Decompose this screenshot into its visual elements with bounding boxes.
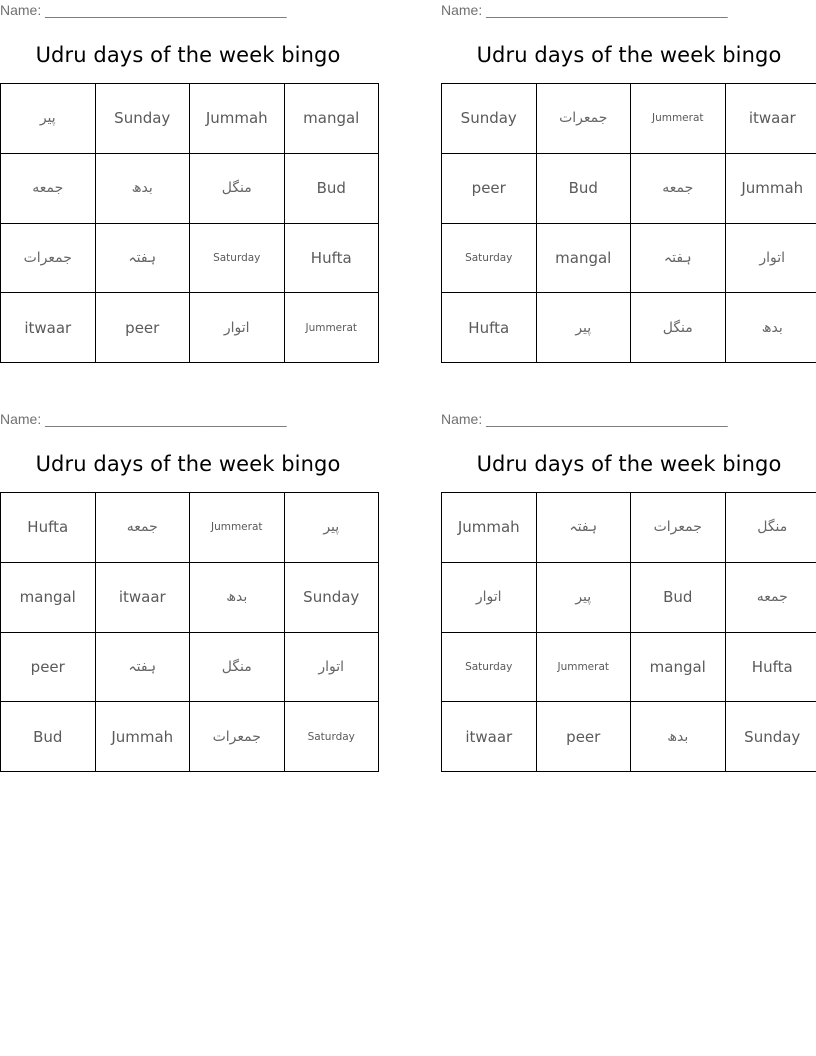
bingo-cell: itwaar <box>442 702 537 772</box>
bingo-cell: پیر <box>536 293 631 363</box>
bingo-cell: اتوار <box>725 223 816 293</box>
name-field-label: Name: _______________________________ <box>441 2 728 18</box>
bingo-cell: Sunday <box>95 84 190 154</box>
bingo-cell: Jummerat <box>284 293 379 363</box>
bingo-cell: itwaar <box>725 84 816 154</box>
bingo-cell: پیر <box>284 493 379 563</box>
card-title: Udru days of the week bingo <box>35 43 341 67</box>
bingo-cell: Jummah <box>190 84 285 154</box>
card-title: Udru days of the week bingo <box>35 452 341 476</box>
bingo-cell: peer <box>95 293 190 363</box>
bingo-cell: اتوار <box>190 293 285 363</box>
card-title: Udru days of the week bingo <box>476 452 782 476</box>
bingo-cell: جمعه <box>95 493 190 563</box>
bingo-card-bottom-right <box>441 409 816 789</box>
grid-row <box>442 562 816 632</box>
card-title: Udru days of the week bingo <box>476 43 782 67</box>
bingo-cell: ہفتہ <box>631 223 726 293</box>
bingo-cell: جمعرات <box>631 493 726 563</box>
bingo-cell: Hufta <box>725 632 816 702</box>
grid-row <box>442 632 816 702</box>
grid-row <box>1 223 379 293</box>
bingo-cell: itwaar <box>1 293 96 363</box>
name-field-label: Name: _______________________________ <box>0 411 287 427</box>
bingo-cell: Jummah <box>725 153 816 223</box>
bingo-cell: Saturday <box>190 223 285 293</box>
name-field-label: Name: _______________________________ <box>0 2 287 18</box>
grid-row <box>1 153 379 223</box>
bingo-cell: ہفتہ <box>95 632 190 702</box>
bingo-grid <box>441 83 816 363</box>
bingo-cell: اتوار <box>442 562 537 632</box>
bingo-cell: پیر <box>536 562 631 632</box>
bingo-cell: منگل <box>725 493 816 563</box>
bingo-cell: بدھ <box>631 702 726 772</box>
grid-row <box>1 293 379 363</box>
bingo-cell: Saturday <box>442 223 537 293</box>
bingo-cell: جمعرات <box>190 702 285 772</box>
bingo-cell: پیر <box>1 84 96 154</box>
bingo-cell: منگل <box>190 632 285 702</box>
bingo-cell: Jummah <box>95 702 190 772</box>
bingo-cell: منگل <box>190 153 285 223</box>
grid-row <box>442 293 816 363</box>
name-field-label: Name: _______________________________ <box>441 411 728 427</box>
bingo-cell: peer <box>442 153 537 223</box>
bingo-cell: Hufta <box>1 493 96 563</box>
bingo-cell: itwaar <box>95 562 190 632</box>
grid-row <box>442 493 816 563</box>
grid-row <box>1 493 379 563</box>
bingo-card-top-right <box>441 0 816 380</box>
bingo-cell: Jummerat <box>631 84 726 154</box>
bingo-grid <box>0 83 379 363</box>
bingo-cell: peer <box>1 632 96 702</box>
bingo-cell: جمعه <box>631 153 726 223</box>
bingo-cell: Bud <box>631 562 726 632</box>
bingo-cell: جمعرات <box>536 84 631 154</box>
grid-row <box>1 562 379 632</box>
bingo-cell: بدھ <box>190 562 285 632</box>
bingo-cell: Hufta <box>442 293 537 363</box>
bingo-cell: mangal <box>536 223 631 293</box>
grid-row <box>442 153 816 223</box>
bingo-cell: peer <box>536 702 631 772</box>
bingo-cell: بدھ <box>725 293 816 363</box>
grid-row <box>442 702 816 772</box>
bingo-cell: Jummah <box>442 493 537 563</box>
grid-row <box>1 84 379 154</box>
bingo-cell: Sunday <box>725 702 816 772</box>
bingo-cell: جمعه <box>725 562 816 632</box>
bingo-grid <box>0 492 379 772</box>
bingo-cell: بدھ <box>95 153 190 223</box>
bingo-cell: اتوار <box>284 632 379 702</box>
bingo-cell: ہفتہ <box>536 493 631 563</box>
bingo-grid <box>441 492 816 772</box>
bingo-cell: Hufta <box>284 223 379 293</box>
bingo-cell: Bud <box>284 153 379 223</box>
bingo-cell: جمعرات <box>1 223 96 293</box>
bingo-cell: Sunday <box>284 562 379 632</box>
bingo-cell: Bud <box>536 153 631 223</box>
bingo-cell: Jummerat <box>190 493 285 563</box>
bingo-cell: mangal <box>1 562 96 632</box>
bingo-card-top-left <box>0 0 376 380</box>
bingo-cell: mangal <box>284 84 379 154</box>
bingo-card-bottom-left <box>0 409 376 789</box>
bingo-cell: mangal <box>631 632 726 702</box>
bingo-cell: Saturday <box>442 632 537 702</box>
bingo-cell: Sunday <box>442 84 537 154</box>
grid-row <box>1 632 379 702</box>
bingo-cell: جمعه <box>1 153 96 223</box>
grid-row <box>442 84 816 154</box>
grid-row <box>1 702 379 772</box>
bingo-cell: Jummerat <box>536 632 631 702</box>
grid-row <box>442 223 816 293</box>
bingo-cell: Saturday <box>284 702 379 772</box>
bingo-cell: Bud <box>1 702 96 772</box>
bingo-cell: منگل <box>631 293 726 363</box>
bingo-cell: ہفتہ <box>95 223 190 293</box>
